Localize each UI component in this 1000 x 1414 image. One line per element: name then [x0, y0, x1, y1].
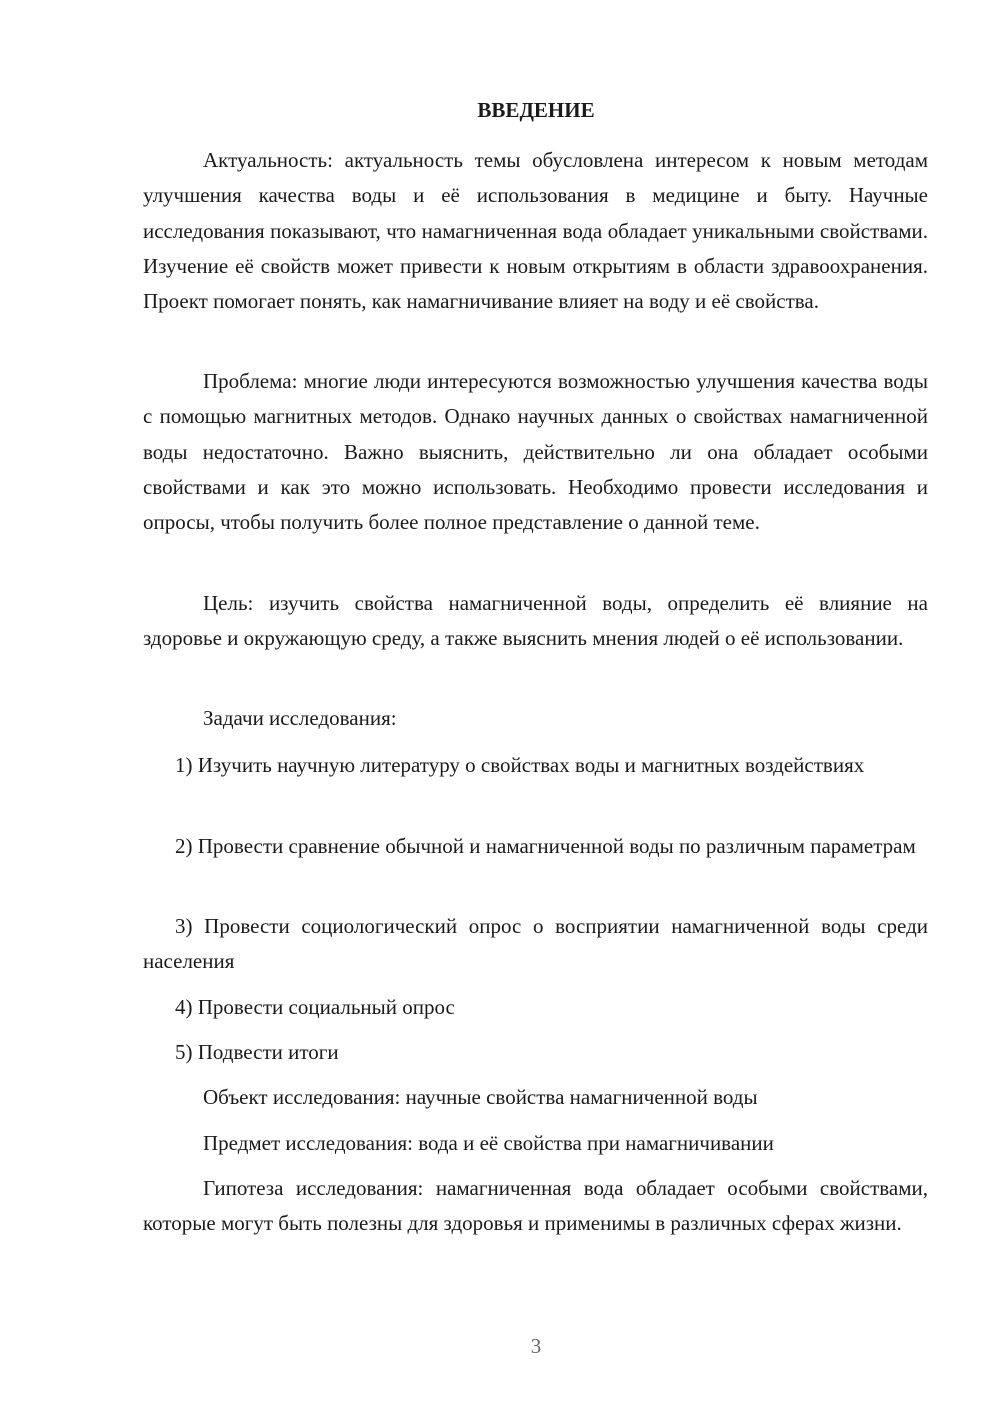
task-item-5: 5) Подвести итоги [175, 1040, 339, 1064]
task-item-1: 1) Изучить научную литературу о свойствах воды и магнитных воздействиях [175, 753, 865, 777]
paragraph-object: Объект исследования: научные свойства намагниченной воды [203, 1085, 758, 1109]
tasks-heading: Задачи исследования: [203, 706, 397, 730]
paragraph-problem: Проблема: многие люди интересуются возможностью улучшения качества воды с помощью магнитных методов. Однако научных данных о свойствах намагниченной воды недостаточно. Важно выяснить, действительно ли она обладает особыми свойствами и как это можно использовать. Необходимо провести исследования и опросы, чтобы получить более полное представление о данной теме. [143, 369, 928, 535]
paragraph-subject: Предмет исследования: вода и её свойства при намагничивании [203, 1131, 774, 1155]
task-item-4: 4) Провести социальный опрос [175, 995, 455, 1019]
page-title: ВВЕДЕНИЕ [477, 98, 595, 122]
task-item-2: 2) Провести сравнение обычной и намагниченной воды по различным параметрам [175, 834, 916, 858]
paragraph-hypothesis: Гипотеза исследования: намагниченная вода обладает особыми свойствами, которые могут быть полезны для здоровья и применимы в различных сферах жизни. [143, 1176, 928, 1236]
paragraph-relevance: Актуальность: актуальность темы обусловлена интересом к новым методам улучшения качества воды и её использования в медицине и быту. Научные исследования показывают, что намагниченная вода обладает уникальными свойствами. Изучение её свойств может привести к новым открытиям в области здравоохранения. Проект помогает понять, как намагничивание влияет на воду и её свойства. [143, 148, 928, 314]
paragraph-goal: Цель: изучить свойства намагниченной воды, определить её влияние на здоровье и окружающую среду, а также выяснить мнения людей о её использовании. [143, 591, 928, 651]
task-item-3: 3) Провести социологический опрос о восприятии намагниченной воды среди населения [143, 914, 928, 974]
page-number: 3 [530, 1334, 542, 1358]
